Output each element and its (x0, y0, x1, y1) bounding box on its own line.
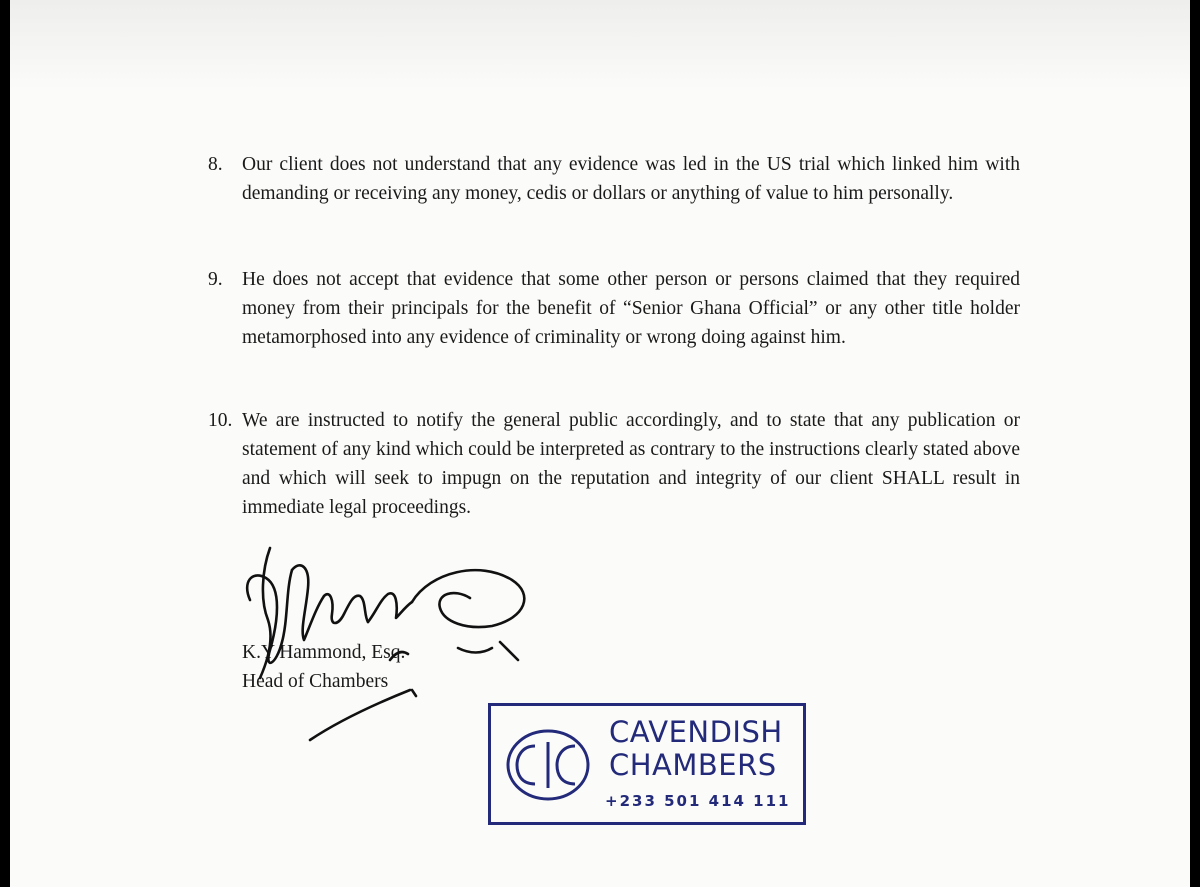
stamp-phone: +233 501 414 111 (605, 792, 791, 810)
signatory-title: Head of Chambers (242, 671, 389, 692)
paragraph-number: 10. (208, 410, 233, 431)
signatory-name: K.Y Hammond, Esq. (242, 642, 406, 663)
stamp-line-1: CAVENDISH (609, 715, 783, 749)
stamp-line-2: CHAMBERS (609, 748, 777, 782)
paragraph-text: Our client does not understand that any evidence was led in the US trial which linked him with demanding or receiving any money, cedis or dollars or anything of value to him personally. (242, 154, 1020, 204)
paragraph-text: He does not accept that evidence that some other person or persons claimed that they required money from their principals for the benefit of “Senior Ghana Official” or any other title holder metamorphosed into any evidence of criminality or wrong doing against him. (242, 269, 1020, 348)
chambers-logo-icon (505, 728, 591, 802)
paragraph-number: 9. (208, 269, 223, 290)
document-page (10, 0, 1190, 887)
paragraph-number: 8. (208, 154, 223, 175)
company-stamp (488, 703, 806, 825)
stamp-firm-name (609, 716, 783, 782)
paragraph-text: We are instructed to notify the general public accordingly, and to state that any publication or statement of any kind which could be interpreted as contrary to the instructions clearly stated above and which will seek to impugn on the reputation and integrity of our client SHALL result in immediate legal proceedings. (242, 410, 1020, 518)
